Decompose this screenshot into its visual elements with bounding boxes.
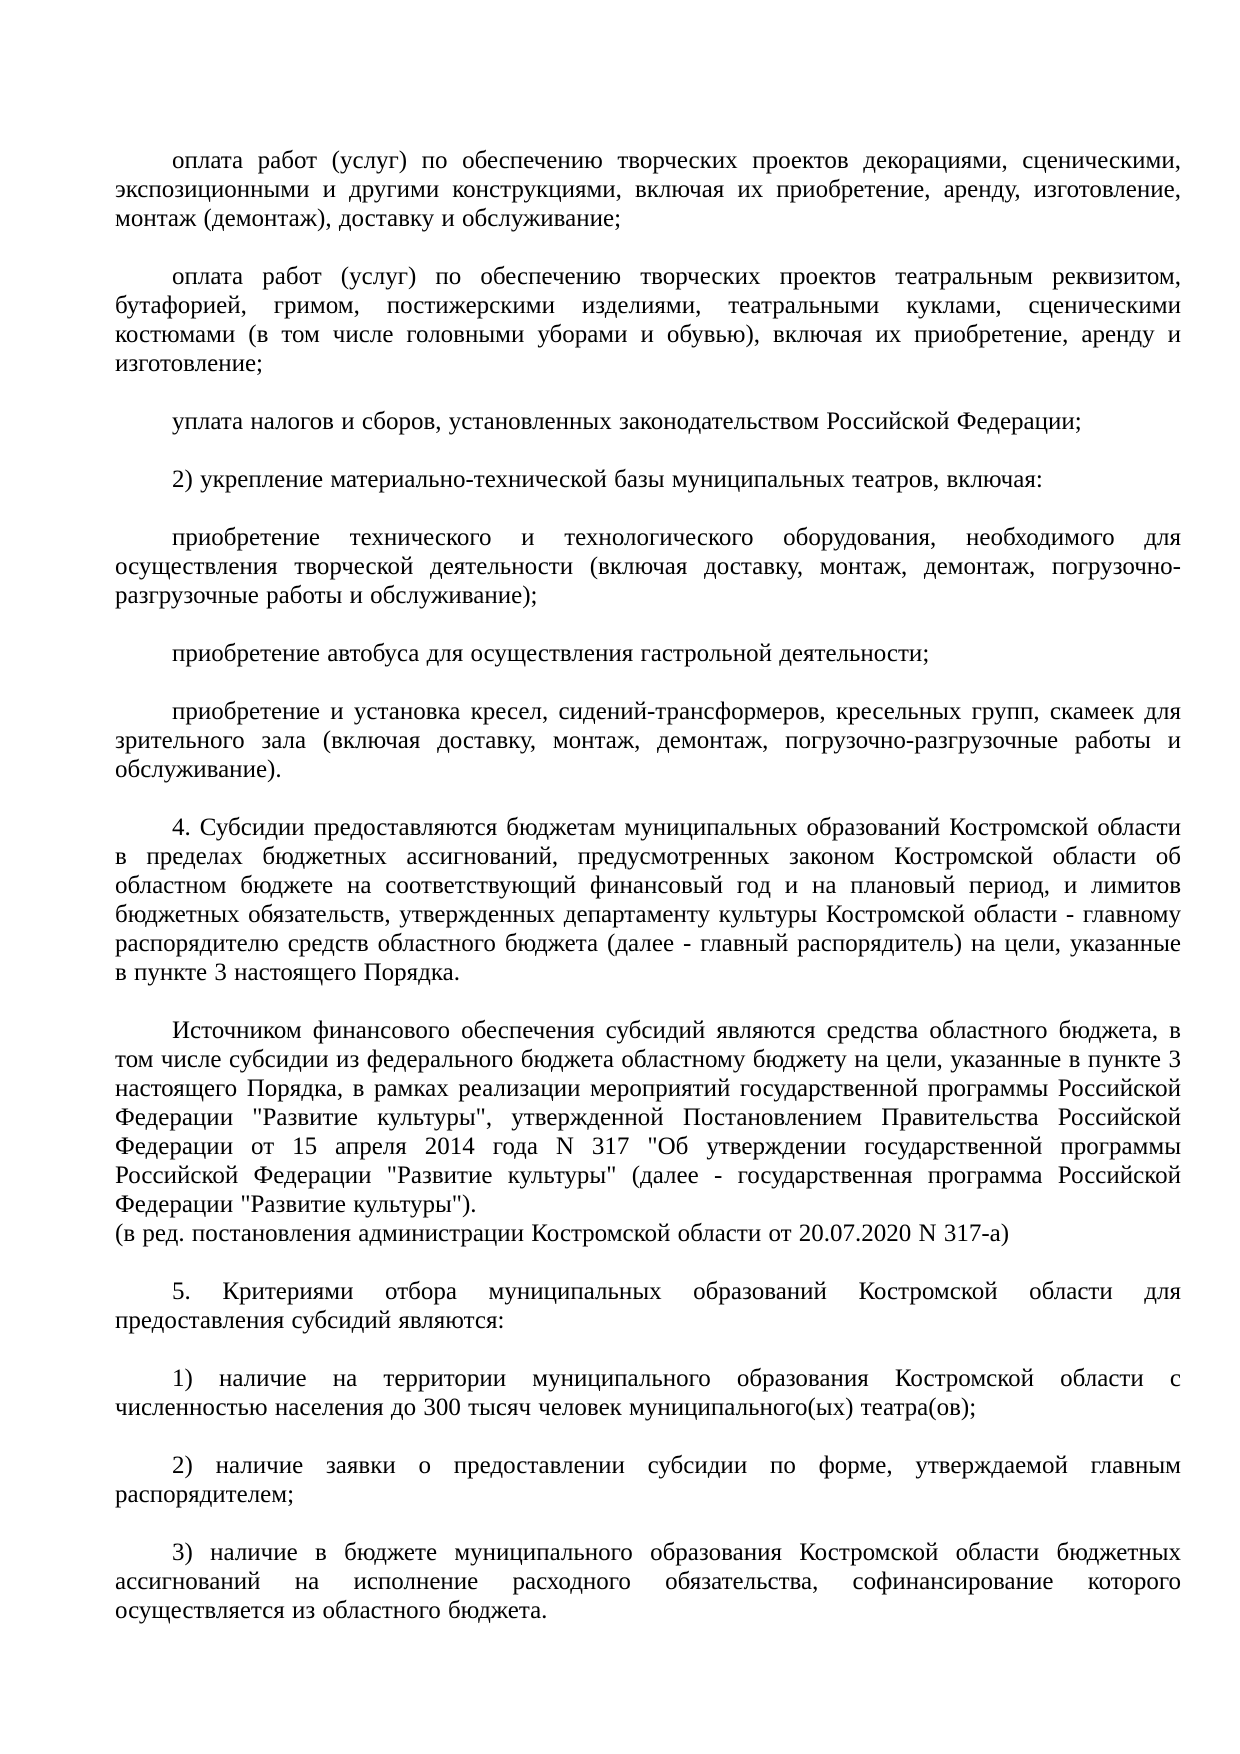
paragraph-p3: уплата налогов и сборов, установленных законодательством Российской Федерации; xyxy=(172,408,1082,435)
paragraph-p14: 3) наличие в бюджете муниципального образования Костромской области бюджетных ассигнований на исполнение расходного обязательства, софинансирование которого осуществляется из областного бюджета. xyxy=(115,1539,1181,1624)
paragraph-p10: (в ред. постановления администрации Костромской области от 20.07.2020 N 317-а) xyxy=(115,1220,1010,1247)
paragraph-p12: 1) наличие на территории муниципального образования Костромской области с численностью населения до 300 тысяч человек муниципального(ых) театра(ов); xyxy=(115,1365,1181,1421)
paragraph-p9: Источником финансового обеспечения субсидий являются средства областного бюджета, в том числе субсидии из федерального бюджета областному бюджету на цели, указанные в пункте 3 настоящего Порядка, в рамках реализации мероприятий государственной программы Российской Федерации "Развитие культуры", утвержденной Постановлением Правительства Российской Федерации от 15 апреля 2014 года N 317 "Об утверждении государственной программы Российской Федерации "Развитие культуры" (далее - государственная программа Российской Федерации "Развитие культуры"). xyxy=(115,1017,1181,1218)
paragraph-p6: приобретение автобуса для осуществления гастрольной деятельности; xyxy=(172,640,930,667)
paragraph-p4: 2) укрепление материально-технической базы муниципальных театров, включая: xyxy=(172,466,1043,493)
paragraph-p8: 4. Субсидии предоставляются бюджетам муниципальных образований Костромской области в пределах бюджетных ассигнований, предусмотренных законом Костромской области об областном бюджете на соответствующий финансовый год и на плановый период, и лимитов бюджетных обязательств, утвержденных департаменту культуры Костромской области - главному распорядителю средств областного бюджета (далее - главный распорядитель) на цели, указанные в пункте 3 настоящего Порядка. xyxy=(115,814,1181,986)
paragraph-p1: оплата работ (услуг) по обеспечению творческих проектов декорациями, сценическими, экспозиционными и другими конструкциями, включая их приобретение, аренду, изготовление, монтаж (демонтаж), доставку и обслуживание; xyxy=(115,147,1181,232)
document-body xyxy=(115,146,1181,1654)
paragraph-p7: приобретение и установка кресел, сидений-трансформеров, кресельных групп, скамеек для зрительного зала (включая доставку, монтаж, демонтаж, погрузочно-разгрузочные работы и обслуживание). xyxy=(115,698,1181,783)
paragraph-p5: приобретение технического и технологического оборудования, необходимого для осуществления творческой деятельности (включая доставку, монтаж, демонтаж, погрузочно-разгрузочные работы и обслуживание); xyxy=(115,524,1181,609)
paragraph-p13: 2) наличие заявки о предоставлении субсидии по форме, утверждаемой главным распорядителем; xyxy=(115,1452,1181,1508)
paragraph-p11: 5. Критериями отбора муниципальных образований Костромской области для предоставления субсидий являются: xyxy=(115,1278,1181,1334)
paragraph-p2: оплата работ (услуг) по обеспечению творческих проектов театральным реквизитом, бутафорией, гримом, постижерскими изделиями, театральными куклами, сценическими костюмами (в том числе головными уборами и обувью), включая их приобретение, аренду и изготовление; xyxy=(115,263,1181,377)
